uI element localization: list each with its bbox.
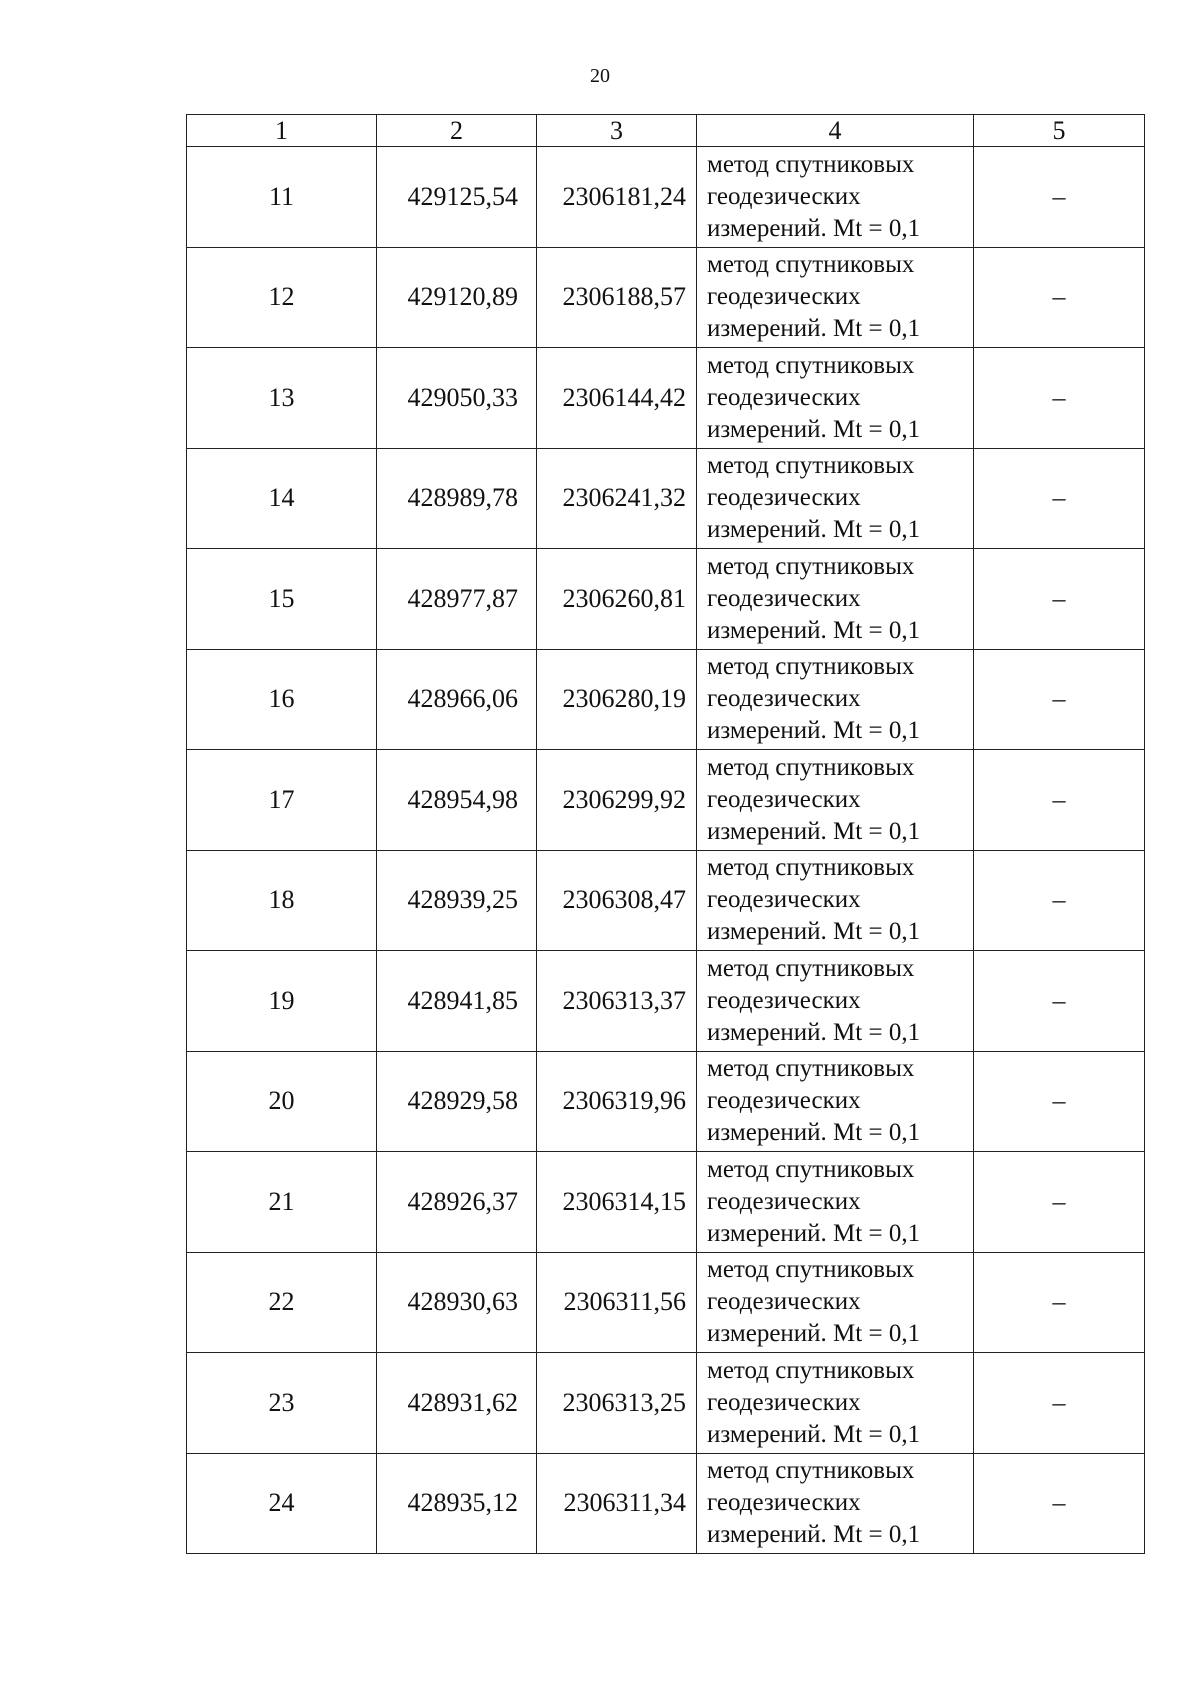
method-text-line: измерений. Mt = 0,1 [707,315,921,343]
y-coordinate-cell: 2306313,37 [537,951,697,1052]
point-number-cell: 15 [187,549,377,650]
point-number-cell: 16 [187,649,377,750]
method-text-line: измерений. Mt = 0,1 [707,415,921,443]
method-text-line: геодезических [707,685,861,713]
x-coordinate-cell: 428926,37 [377,1152,537,1253]
x-coordinate-cell: 428977,87 [377,549,537,650]
note-cell: – [974,1453,1145,1554]
note-cell: – [974,348,1145,449]
x-coordinate-cell: 428930,63 [377,1252,537,1353]
method-text-line: геодезических [707,986,861,1014]
method-text-line: измерений. Mt = 0,1 [707,214,921,242]
y-coordinate-cell: 2306260,81 [537,549,697,650]
header-cell-4: 4 [697,115,974,147]
y-coordinate-cell: 2306319,96 [537,1051,697,1152]
method-text-line: геодезических [707,182,861,210]
y-coordinate-cell: 2306181,24 [537,147,697,248]
note-cell: – [974,147,1145,248]
method-text-line: геодезических [707,1388,861,1416]
method-text-line: метод спутниковых [707,452,915,480]
method-cell [697,1152,974,1253]
page-number: 20 [590,65,610,87]
table-row [187,448,1145,549]
method-cell [697,1453,974,1554]
point-number-cell: 11 [187,147,377,248]
method-text-line: геодезических [707,283,861,311]
method-text-line: геодезических [707,886,861,914]
header-cell-3: 3 [537,115,697,147]
table-row [187,1051,1145,1152]
method-cell [697,348,974,449]
method-text-line: геодезических [707,1288,861,1316]
x-coordinate-cell: 429120,89 [377,247,537,348]
table-row [187,1152,1145,1253]
method-text-line: геодезических [707,1087,861,1115]
method-cell [697,1252,974,1353]
header-cell-1: 1 [187,115,377,147]
table-row [187,147,1145,248]
point-number-cell: 21 [187,1152,377,1253]
note-cell: – [974,1051,1145,1152]
y-coordinate-cell: 2306188,57 [537,247,697,348]
x-coordinate-cell: 428929,58 [377,1051,537,1152]
note-cell: – [974,750,1145,851]
x-coordinate-cell: 428941,85 [377,951,537,1052]
method-text-line: метод спутниковых [707,854,915,882]
method-cell [697,750,974,851]
note-cell: – [974,1152,1145,1253]
method-text-line: метод спутниковых [707,251,915,279]
point-number-cell: 19 [187,951,377,1052]
method-text-line: метод спутниковых [707,1155,915,1183]
method-text-line: метод спутниковых [707,552,915,580]
method-text-line: измерений. Mt = 0,1 [707,918,921,946]
coordinates-table [186,114,1145,1554]
method-text-line: измерений. Mt = 0,1 [707,1018,921,1046]
x-coordinate-cell: 428966,06 [377,649,537,750]
table-row [187,549,1145,650]
method-text-line: измерений. Mt = 0,1 [707,717,921,745]
method-cell [697,1051,974,1152]
table-row [187,850,1145,951]
note-cell: – [974,1353,1145,1454]
point-number-cell: 17 [187,750,377,851]
x-coordinate-cell: 428931,62 [377,1353,537,1454]
point-number-cell: 13 [187,348,377,449]
method-text-line: метод спутниковых [707,150,915,178]
x-coordinate-cell: 429050,33 [377,348,537,449]
point-number-cell: 14 [187,448,377,549]
point-number-cell: 20 [187,1051,377,1152]
note-cell: – [974,247,1145,348]
table-row [187,649,1145,750]
method-text-line: измерений. Mt = 0,1 [707,1420,921,1448]
method-text-line: геодезических [707,785,861,813]
y-coordinate-cell: 2306241,32 [537,448,697,549]
header-cell-2: 2 [377,115,537,147]
table-row [187,247,1145,348]
method-text-line: измерений. Mt = 0,1 [707,1119,921,1147]
x-coordinate-cell: 428989,78 [377,448,537,549]
method-text-line: измерений. Mt = 0,1 [707,1219,921,1247]
y-coordinate-cell: 2306311,34 [537,1453,697,1554]
method-text-line: метод спутниковых [707,753,915,781]
point-number-cell: 23 [187,1353,377,1454]
note-cell: – [974,549,1145,650]
table-row [187,750,1145,851]
method-text-line: метод спутниковых [707,653,915,681]
y-coordinate-cell: 2306144,42 [537,348,697,449]
y-coordinate-cell: 2306308,47 [537,850,697,951]
y-coordinate-cell: 2306299,92 [537,750,697,851]
method-text-line: метод спутниковых [707,351,915,379]
point-number-cell: 18 [187,850,377,951]
method-text-line: измерений. Mt = 0,1 [707,1320,921,1348]
method-cell [697,147,974,248]
point-number-cell: 12 [187,247,377,348]
method-text-line: геодезических [707,383,861,411]
table-body [187,147,1145,1554]
method-cell [697,951,974,1052]
note-cell: – [974,951,1145,1052]
method-text-line: геодезических [707,1489,861,1517]
method-text-line: метод спутниковых [707,1356,915,1384]
y-coordinate-cell: 2306313,25 [537,1353,697,1454]
y-coordinate-cell: 2306314,15 [537,1152,697,1253]
method-text-line: измерений. Mt = 0,1 [707,817,921,845]
note-cell: – [974,448,1145,549]
x-coordinate-cell: 429125,54 [377,147,537,248]
table-row [187,1252,1145,1353]
method-text-line: метод спутниковых [707,1256,915,1284]
method-text-line: измерений. Mt = 0,1 [707,1521,921,1549]
table-row [187,1453,1145,1554]
header-cell-5: 5 [974,115,1145,147]
method-text-line: измерений. Mt = 0,1 [707,516,921,544]
method-text-line: метод спутниковых [707,1055,915,1083]
method-cell [697,1353,974,1454]
method-cell [697,649,974,750]
method-cell [697,448,974,549]
method-text-line: геодезических [707,1187,861,1215]
point-number-cell: 24 [187,1453,377,1554]
point-number-cell: 22 [187,1252,377,1353]
table-row [187,951,1145,1052]
y-coordinate-cell: 2306311,56 [537,1252,697,1353]
x-coordinate-cell: 428954,98 [377,750,537,851]
y-coordinate-cell: 2306280,19 [537,649,697,750]
note-cell: – [974,649,1145,750]
method-text-line: геодезических [707,484,861,512]
table-row [187,348,1145,449]
note-cell: – [974,850,1145,951]
method-text-line: измерений. Mt = 0,1 [707,616,921,644]
x-coordinate-cell: 428935,12 [377,1453,537,1554]
header-row [187,115,1145,147]
table-row [187,1353,1145,1454]
method-text-line: метод спутниковых [707,954,915,982]
x-coordinate-cell: 428939,25 [377,850,537,951]
method-cell [697,850,974,951]
method-cell [697,247,974,348]
method-cell [697,549,974,650]
note-cell: – [974,1252,1145,1353]
method-text-line: метод спутниковых [707,1457,915,1485]
method-text-line: геодезических [707,584,861,612]
